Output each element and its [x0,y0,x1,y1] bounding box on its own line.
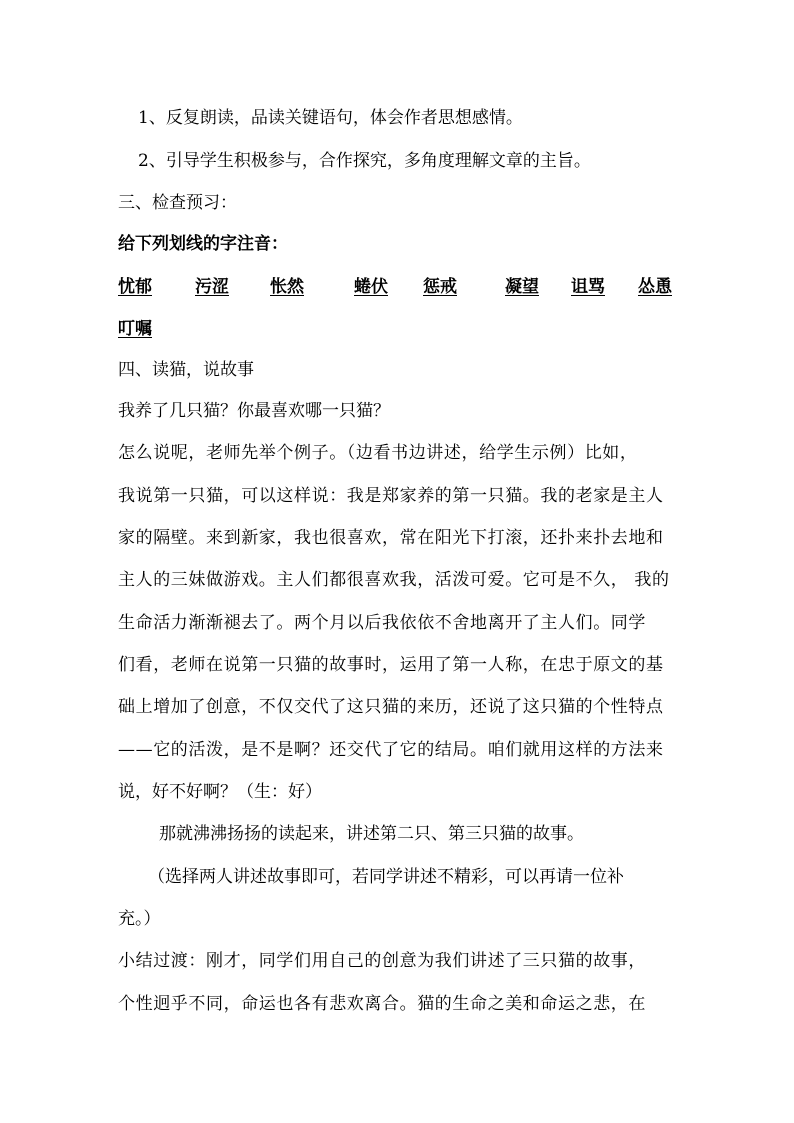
paragraph-line: 础上增加了创意，不仅交代了这只猫的来历，还说了这只猫的个性特点 [118,697,664,717]
paragraph-line: 怎么说呢，老师先举个例子。（边看书边讲述，给学生示例）比如， [118,443,638,463]
paragraph-line: 生命活力渐渐褪去了。两个月以后我依依不舍地离开了主人们。同学 [118,613,646,633]
note-line: 充。） [118,909,161,929]
paragraph-line: 们看，老师在说第一只猫的故事时，运用了第一人称，在忠于原文的基 [118,655,664,675]
summary-line: 个性迥乎不同，命运也各有悲欢离合。猫的生命之美和命运之悲，在 [118,994,646,1014]
objective-1: 1、反复朗读，品读关键语句，体会作者思想感情。 [138,108,523,128]
vocab-word: 怂恿 [638,277,672,297]
paragraph-line: ——它的活泼，是不是啊？还交代了它的结局。咱们就用这样的方法来 [118,740,664,760]
vocab-word: 忧郁 [118,277,152,297]
vocab-word: 诅骂 [571,277,605,297]
paragraph-line: 说，好不好啊？（生：好） [118,782,322,802]
vocab-word: 蜷伏 [354,277,388,297]
note-line: （选择两人讲述故事即可，若同学讲述不精彩，可以再请一位补 [148,867,624,887]
objective-2: 2、引导学生积极参与，合作探究，多角度理解文章的主旨。 [138,151,591,171]
vocab-word: 怅然 [270,277,304,297]
section-heading-read-cat: 四、读猫，说故事 [118,360,254,380]
summary-line: 小结过渡：刚才，同学们用自己的创意为我们讲述了三只猫的故事， [118,951,646,971]
instruction-line: 那就沸沸扬扬的读起来，讲述第二只、第三只猫的故事。 [159,824,584,844]
pronunciation-task: 给下列划线的字注音： [118,234,288,254]
section-heading-check-preview: 三、检查预习： [118,193,237,213]
vocab-word: 污涩 [195,277,229,297]
paragraph-line: 我说第一只猫，可以这样说：我是郑家养的第一只猫。我的老家是主人 [118,486,664,506]
vocab-word: 叮嘱 [118,319,152,339]
question-line: 我养了几只猫？你最喜欢哪一只猫？ [118,401,390,421]
vocab-word: 凝望 [505,277,539,297]
vocab-word: 惩戒 [423,277,457,297]
paragraph-line: 家的隔壁。来到新家，我也很喜欢，常在阳光下打滚，还扑来扑去地和 [118,528,664,548]
paragraph-line: 主人的三妹做游戏。主人们都很喜欢我，活泼可爱。它可是不久， 我的 [118,570,670,590]
